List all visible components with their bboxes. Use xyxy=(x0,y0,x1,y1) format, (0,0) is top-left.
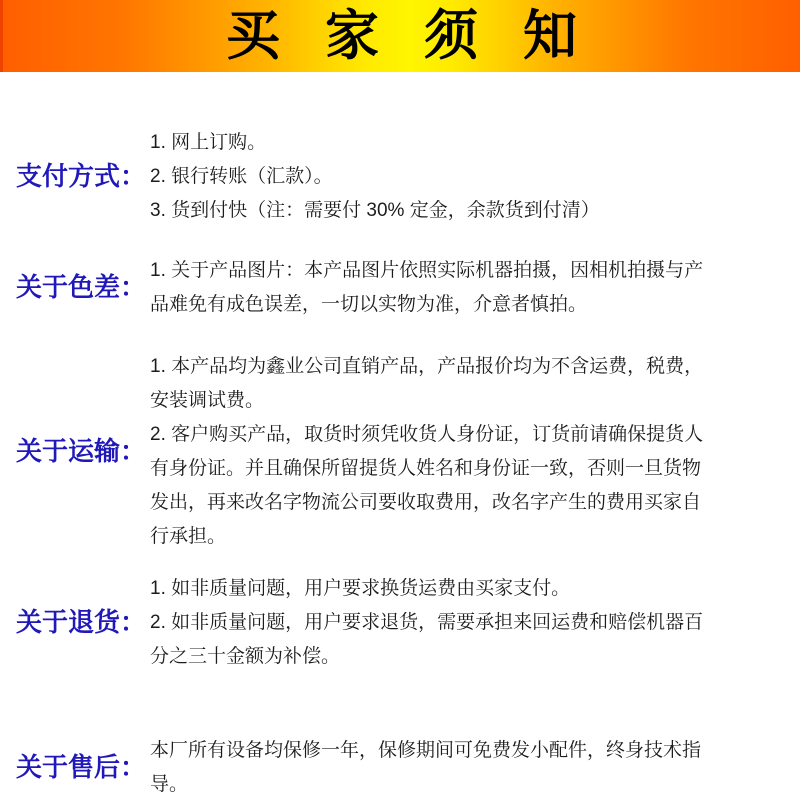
section-label: 支付方式： xyxy=(16,161,147,192)
section-item: 2. 客户购买产品，取货时须凭收货人身份证，订货前请确保提货人有身份证。并且确保所留提货人姓名和身份证一致，否则一旦货物发出，再来改名字物流公司要收取费用，改名字产生的费用买家自行承担。 xyxy=(150,424,704,547)
notice-section xyxy=(16,126,800,228)
section-item: 1. 网上订购。 xyxy=(150,132,267,153)
section-item: 1. 关于产品图片：本产品图片依照实际机器拍摄，因相机拍摄与产品难免有成色误差，一切以实物为准，介意者慎拍。 xyxy=(150,260,704,315)
section-label: 关于色差： xyxy=(16,272,147,303)
section-content xyxy=(150,734,716,800)
notice-sections-list xyxy=(0,126,800,800)
section-content xyxy=(150,254,716,322)
notice-section xyxy=(16,572,800,674)
page-title: 买家须知 xyxy=(226,6,622,66)
section-item: 2. 如非质量问题，用户要求退货，需要承担来回运费和赔偿机器百分之三十金额为补偿。 xyxy=(150,612,704,667)
section-label: 关于退货： xyxy=(16,607,147,638)
section-label: 关于售后： xyxy=(16,752,147,783)
notice-section xyxy=(16,254,800,322)
section-content xyxy=(150,350,716,554)
section-content xyxy=(150,572,716,674)
section-item: 3. 货到付快（注：需要付 30% 定金，余款货到付清） xyxy=(150,200,600,221)
notice-section xyxy=(16,350,800,554)
section-item: 1. 本产品均为鑫业公司直销产品，产品报价均为不含运费，税费，安装调试费。 xyxy=(150,356,704,411)
banner xyxy=(0,0,800,72)
section-item: 2. 银行转账（汇款）。 xyxy=(150,166,333,187)
notice-section xyxy=(16,734,800,800)
section-content xyxy=(150,126,716,228)
section-item: 本厂所有设备均保修一年，保修期间可免费发小配件，终身技术指导。 xyxy=(150,740,702,795)
section-label: 关于运输： xyxy=(16,436,147,467)
section-item: 1. 如非质量问题，用户要求换货运费由买家支付。 xyxy=(150,578,571,599)
